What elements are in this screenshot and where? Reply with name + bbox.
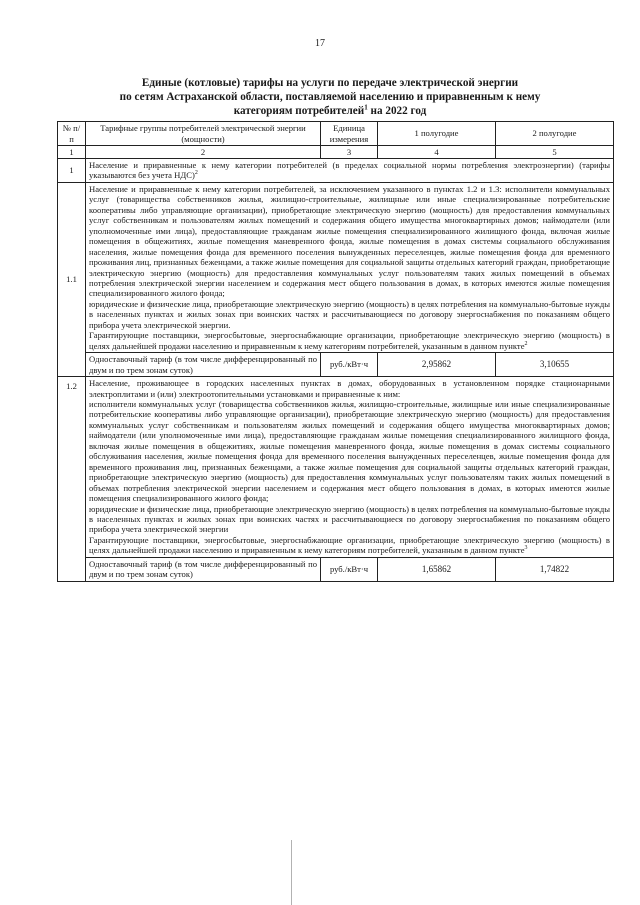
footnote-marker: 2 <box>194 170 198 177</box>
page-number: 17 <box>315 38 325 49</box>
column-number: 4 <box>378 146 496 159</box>
tariff-value-half-2: 1,74822 <box>496 557 614 581</box>
column-number: 5 <box>496 146 614 159</box>
footnote-marker: 2 <box>524 340 528 347</box>
tariff-table <box>57 121 614 582</box>
header-unit: Единица измерения <box>321 122 378 146</box>
tariff-label: Одноставочный тариф (в том числе дифференцированный по двум и по трем зонам суток) <box>86 557 321 581</box>
table-row-1 <box>58 159 614 183</box>
row-1-2-paragraph-1: Население, проживающее в городских населенных пунктах в домах, оборудованных в установленном порядке стационарными электроплитами и (или) электроотопительными установками и приравненные к ним: <box>89 378 610 399</box>
column-number: 2 <box>86 146 321 159</box>
table-row-1-2 <box>58 377 614 558</box>
footnote-marker: 1 <box>364 103 368 112</box>
row-1-2-description <box>86 377 614 558</box>
row-number: 1.2 <box>58 377 86 582</box>
tariff-value-half-1: 1,65862 <box>378 557 496 581</box>
tariff-value-half-1: 2,95862 <box>378 353 496 377</box>
title-line-2: по сетям Астраханской области, поставляемой населению и приравненным к нему <box>119 91 541 103</box>
row-1-1-paragraph-2: юридические и физические лица, приобретающие электрическую энергию (мощность) в целях потребления на коммунально-бытовые нужды в населенных пунктах и жилых зонах при воинских частях и рассчитывающиеся по договору энергоснабжения по показаниям общего прибора учета электрической энергии. <box>89 298 610 330</box>
row-1-1-paragraph-3 <box>89 330 610 351</box>
header-tariff-groups: Тарифные группы потребителей электрической энергии (мощности) <box>86 122 321 146</box>
scan-fold-line <box>291 840 292 905</box>
row-1-1-paragraph-3-text: Гарантирующие поставщики, энергосбытовые, энергоснабжающие организации, приобретающие электрическую энергию (мощность) в целях дальнейшей продажи населению и приравненным к нему категориям потребителей, указанным в данном пункте <box>89 330 610 351</box>
title-line-3-text: категориям потребителей <box>233 105 365 117</box>
header-num: № п/п <box>58 122 86 146</box>
footnote-marker: 3 <box>524 545 528 552</box>
title-line-1: Единые (котловые) тарифы на услуги по передаче электрической энергии <box>141 77 519 89</box>
column-number-row <box>58 146 614 159</box>
table-row-1-1-tariff <box>58 353 614 377</box>
tariff-value-half-2: 3,10655 <box>496 353 614 377</box>
unit-cell: руб./кВт·ч <box>321 353 378 377</box>
row-1-1-description <box>86 182 614 352</box>
header-half-1: 1 полугодие <box>378 122 496 146</box>
title-line-3-end: на 2022 год <box>367 105 427 117</box>
title-line-3 <box>60 104 600 118</box>
row-1-2-paragraph-2: исполнители коммунальных услуг (товарищества собственников жилья, жилищно-строительные, жилищные или иные специализированные потребительские кооперативы либо управляющие организации), приобретающие электрическую энергию (мощность) для предоставления коммунальных услуг собственникам и пользователям жилых помещений и содержания общего имущества многоквартирных домов; наймодатели (или уполномоченные ими лица), предоставляющие гражданам жилые помещения специализированного жилищного фонда, включая жилые помещения в общежитиях, жилые помещения маневренного фонда, жилые помещения в домах системы социального обслуживания населения, жилые помещения фонда для временного поселения вынужденных переселенцев, жилые помещения фонда для временного проживания лиц, признанных беженцами, а также жилые помещения для социальной защиты отдельных категорий граждан, приобретающие электрическую энергию (мощность) для предоставления коммунальных услуг пользователям таких жилых помещений в объемах потребления электрической энергии населением и содержания мест общего пользования в домах, в которых имеются жилые помещения специализированного жилого фонда; <box>89 398 610 504</box>
header-half-2: 2 полугодие <box>496 122 614 146</box>
row-number: 1 <box>58 159 86 183</box>
table-row-1-2-tariff <box>58 557 614 581</box>
column-number: 3 <box>321 146 378 159</box>
row-number: 1.1 <box>58 182 86 376</box>
row-1-description <box>86 159 614 183</box>
row-1-2-paragraph-4 <box>89 535 610 556</box>
unit-cell: руб./кВт·ч <box>321 557 378 581</box>
row-1-2-paragraph-4-text: Гарантирующие поставщики, энергосбытовые, энергоснабжающие организации, приобретающие электрическую энергию (мощность) в целях дальнейшей продажи населению и приравненным к нему категориям потребителей, указанным в данном пункте <box>89 534 610 556</box>
row-1-2-paragraph-3: юридические и физические лица, приобретающие электрическую энергию (мощность) в целях потребления на коммунально-бытовые нужды в населенных пунктах и жилых зонах при воинских частях и рассчитывающиеся по договору энергоснабжения по показаниям общего прибора учета электрической энергии <box>89 503 610 535</box>
tariff-label: Одноставочный тариф (в том числе дифференцированный по двум и по трем зонам суток) <box>86 353 321 377</box>
row-1-1-paragraph-1: Население и приравненные к нему категории потребителей, за исключением указанного в пунктах 1.2 и 1.3: исполнители коммунальных услуг (товарищества собственников жилья, жилищно-строительные, жилищные или иные специализированные потребительские кооперативы либо управляющие организации), приобретающие электрическую энергию (мощность) для предоставления коммунальных услуг собственникам и пользователям жилых помещений и содержания общего имущества многоквартирных домов; наймодатели (или уполномоченные ими лица), предоставляющие гражданам жилые помещения специализированного жилищного фонда, включая жилые помещения в общежитиях, жилые помещения маневренного фонда, жилые помещения в домах системы социального обслуживания населения, жилые помещения фонда для временного поселения вынужденных переселенцев, жилые помещения фонда для временного проживания лиц, признанных беженцами, а также жилые помещения для социальной защиты отдельных категорий граждан, приобретающие электрическую энергию (мощность) для предоставления коммунальных услуг пользователям таких жилых помещений в объемах потребления электрической энергии населением и содержания мест общего пользования в домах, в которых имеются жилые помещения специализированного жилого фонда; <box>89 183 610 299</box>
table-header-row <box>58 122 614 146</box>
column-number: 1 <box>58 146 86 159</box>
table-row-1-1 <box>58 182 614 352</box>
document-title <box>60 76 600 118</box>
row-1-text: Население и приравненные к нему категории потребителей (в пределах социальной нормы потребления электроэнергии) (тарифы указываются без учета НДС) <box>89 160 610 181</box>
